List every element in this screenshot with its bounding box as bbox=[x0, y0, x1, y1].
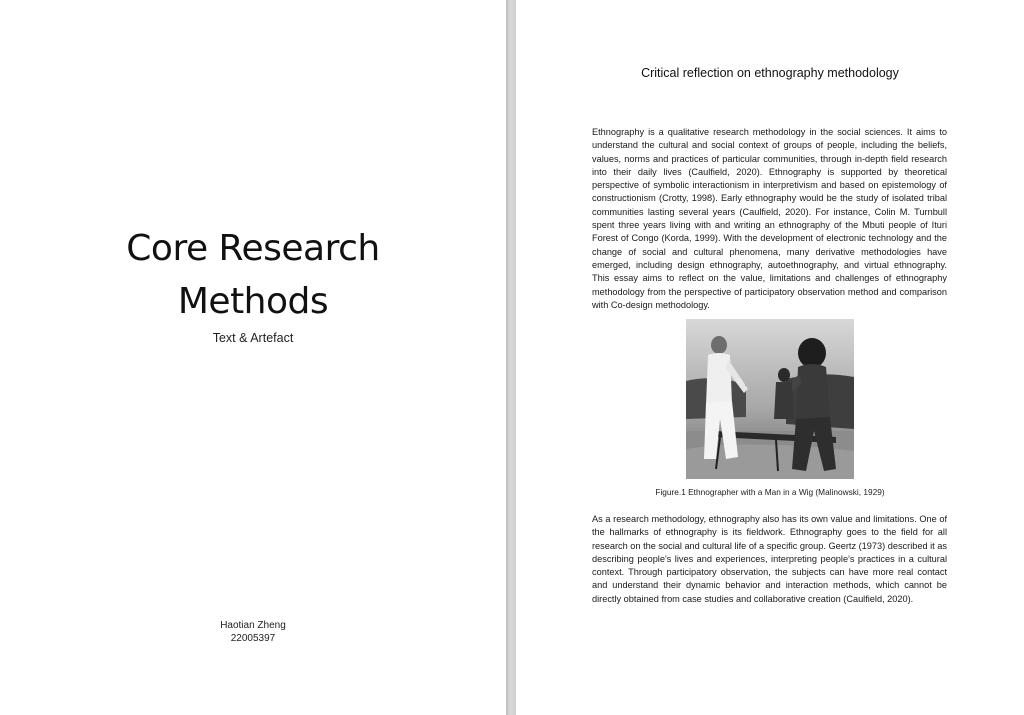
figure-photo bbox=[686, 319, 854, 479]
cover-title-line-1: Core Research bbox=[126, 228, 380, 269]
essay-paragraph-2: As a research methodology, ethnography also has its own value and limitations. One of the hallmarks of ethnography is its fieldwork. Ethnography goes to the field for all research on the social and cultural life of a specific group. Geertz (1973) described it as describing people's lives and experiences, interpreting people's practices in a cultural context. Through participatory observation, the subjects can have more real contact and understand their dynamic behavior and interaction methods, which cannot be directly obtained from case studies and collaborative creation (Caulfield, 2020). bbox=[592, 514, 947, 604]
ethnographer-photo-image bbox=[686, 319, 854, 479]
figure-caption: Figure.1 Ethnographer with a Man in a Wig (Malinowski, 1929) bbox=[655, 487, 885, 497]
author-name: Haotian Zheng bbox=[220, 620, 286, 631]
essay-page bbox=[516, 0, 1024, 715]
essay-paragraph-1: Ethnography is a qualitative research methodology in the social sciences. It aims to understand the cultural and social context of groups of people, including the beliefs, values, norms and practices of particular communities, through in-depth field research into their daily lives (Caulfield, 2020). Ethnography is supported by theoretical perspective of symbolic interactionism in interpretivism and based on epistemology of constructionism (Crotty, 1998). Early ethnography would be the study of isolated tribal communities lasting several years (Caulfield, 2020). For instance, Colin M. Turnbull spent three years living with and writing an ethnography of the Mbuti people of Ituri Forest of Congo (Korda, 1999). With the development of electronic technology and the change of social and cultural phenomena, many derivative methodologies have emerged, including design ethnography, autoethnography, and virtual ethnography. This essay aims to reflect on the value, limitations and challenges of ethnography methodology from the perspective of participatory observation method and comparison with Co-design methodology. bbox=[592, 127, 947, 310]
essay-title: Critical reflection on ethnography methodology bbox=[641, 66, 899, 80]
cover-page bbox=[0, 0, 506, 715]
cover-subtitle: Text & Artefact bbox=[212, 331, 294, 345]
cover-author-block bbox=[0, 619, 506, 645]
page-gutter bbox=[506, 0, 516, 715]
cover-title-line-2: Methods bbox=[177, 281, 329, 322]
cover-title bbox=[0, 222, 506, 328]
student-id: 22005397 bbox=[230, 633, 276, 644]
